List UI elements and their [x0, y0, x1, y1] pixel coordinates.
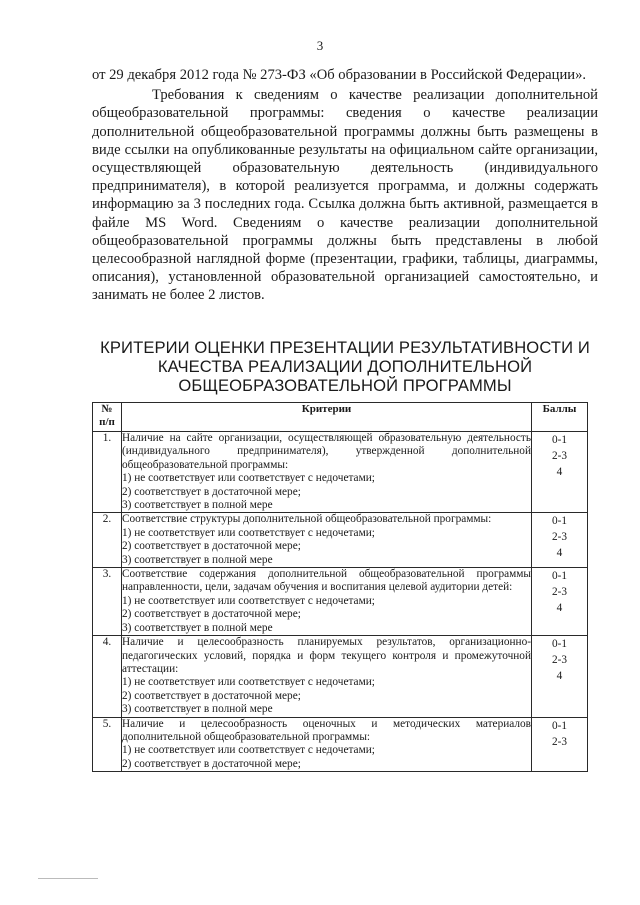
row-scores — [532, 513, 588, 568]
criteria-table — [92, 402, 588, 772]
criterion-option-3: 3) соответствует в полной мере — [122, 499, 273, 512]
row-scores — [532, 568, 588, 636]
criterion-option-3: 3) соответствует в полной мере — [122, 703, 273, 716]
row-criterion — [122, 513, 532, 568]
score-2: 2-3 — [551, 450, 568, 462]
criterion-title: Наличие и целесообразность планируемых результатов, организационно-педагогических условий, порядка и форм текущего контроля и промежуточной аттестации: — [122, 636, 531, 675]
row-scores — [532, 717, 588, 772]
page-edge-mark — [38, 878, 98, 879]
intro-paragraph-1: от 29 декабря 2012 года № 273-ФЗ «Об образовании в Российской Федерации». — [92, 67, 587, 83]
criteria-heading — [92, 338, 598, 395]
intro-paragraph-2: Требования к сведениям о качестве реализации дополнительной общеобразовательной программы: сведения о качестве реализации дополнительной общеобразовательной программы должны быть размещены в виде ссылки на опубликованные результаты на официальном сайте организации, осуществляющей образовательную деятельность (индивидуального предпринимателя), в которой реализуется программа, и должны содержать информацию за 3 последних года. Ссылка должна быть активной, размещается в файле MS Word. Сведениям о качестве реализации дополнительной общеобразовательной программы должны быть представлены в любой целесообразной наглядной форме (презентации, графики, таблицы, диаграммы, описания), установленной образовательной организацией самостоятельно, и занимать не более 2 листов. — [92, 87, 598, 304]
header-number-sign: № — [101, 403, 113, 415]
intro-text — [92, 66, 598, 305]
header-number — [93, 403, 122, 432]
score-1: 0-1 — [551, 719, 568, 732]
criterion-option-1: 1) не соответствует или соответствует с недочетами; — [122, 472, 375, 485]
row-number: 4. — [93, 636, 122, 717]
criterion-option-2: 2) соответствует в достаточной мере; — [122, 540, 301, 553]
heading-line-2: КАЧЕСТВА РЕАЛИЗАЦИИ ДОПОЛНИТЕЛЬНОЙ — [157, 357, 533, 376]
row-number: 5. — [93, 717, 122, 772]
criterion-option-1: 1) не соответствует или соответствует с недочетами; — [122, 526, 375, 539]
criterion-title: Соответствие содержания дополнительной общеобразовательной программы направленности, цели, задачам обучения и воспитания целевой аудитории детей: — [122, 568, 531, 594]
score-2: 2-3 — [551, 735, 568, 748]
criterion-option-1: 1) не соответствует или соответствует с недочетами; — [122, 676, 375, 689]
row-scores — [532, 432, 588, 513]
criterion-title: Наличие на сайте организации, осуществляющей образовательную деятельность (индивидуального предпринимателя), утвержденной дополнительной общеобразовательной программы: — [122, 432, 531, 471]
criterion-title: Наличие и целесообразность оценочных и методических материалов дополнительной общеобразовательной программы: — [122, 717, 531, 743]
heading-line-3: ОБЩЕОБРАЗОВАТЕЛЬНОЙ ПРОГРАММЫ — [178, 376, 512, 395]
page-number: 3 — [316, 38, 324, 53]
score-1: 0-1 — [551, 434, 568, 446]
row-criterion — [122, 568, 532, 636]
row-criterion — [122, 432, 532, 513]
criterion-option-1: 1) не соответствует или соответствует с недочетами; — [122, 594, 375, 607]
criterion-option-3: 3) соответствует в полной мере — [122, 621, 273, 634]
row-number: 1. — [93, 432, 122, 513]
criterion-option-1: 1) не соответствует или соответствует с недочетами; — [122, 744, 375, 757]
score-3: 4 — [556, 670, 563, 683]
row-criterion — [122, 717, 532, 772]
table-row — [93, 636, 588, 717]
table-row — [93, 513, 588, 568]
header-scores: Баллы — [532, 403, 588, 432]
score-3: 4 — [556, 547, 563, 560]
table-row — [93, 432, 588, 513]
score-2: 2-3 — [551, 531, 568, 544]
score-1: 0-1 — [551, 515, 568, 528]
criterion-option-2: 2) соответствует в достаточной мере; — [122, 689, 301, 702]
criterion-option-2: 2) соответствует в достаточной мере; — [122, 485, 301, 498]
table-row — [93, 717, 588, 772]
table-header-row — [93, 403, 588, 432]
row-number: 3. — [93, 568, 122, 636]
row-scores — [532, 636, 588, 717]
criterion-option-2: 2) соответствует в достаточной мере; — [122, 757, 301, 770]
score-2: 2-3 — [551, 586, 568, 599]
criterion-option-3: 3) соответствует в полной мере — [122, 553, 273, 566]
header-criteria: Критерии — [122, 403, 532, 432]
score-2: 2-3 — [551, 654, 568, 667]
row-criterion — [122, 636, 532, 717]
row-number: 2. — [93, 513, 122, 568]
table-row — [93, 568, 588, 636]
score-3: 4 — [556, 466, 563, 478]
score-1: 0-1 — [551, 570, 568, 583]
score-1: 0-1 — [551, 638, 568, 651]
heading-line-1: КРИТЕРИИ ОЦЕНКИ ПРЕЗЕНТАЦИИ РЕЗУЛЬТАТИВНОСТИ И — [100, 338, 590, 357]
header-number-abbr: п/п — [99, 416, 115, 428]
criterion-option-2: 2) соответствует в достаточной мере; — [122, 608, 301, 621]
criterion-title: Соответствие структуры дополнительной общеобразовательной программы: — [122, 513, 492, 526]
score-3: 4 — [556, 602, 563, 615]
